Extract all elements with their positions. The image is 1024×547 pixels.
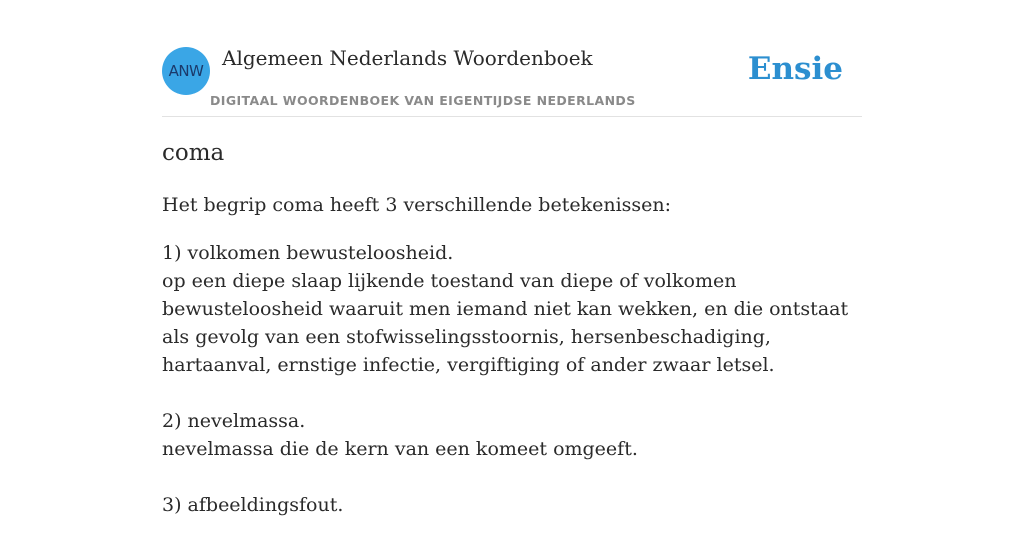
definition-item bbox=[162, 491, 852, 519]
definition-item bbox=[162, 239, 852, 379]
entry-word: coma bbox=[162, 140, 225, 166]
definition-heading: 2) nevelmassa. bbox=[162, 410, 306, 432]
definition-text: nevelmassa die de kern van een komeet omgeeft. bbox=[162, 438, 638, 460]
definition-list bbox=[162, 239, 852, 547]
definition-item bbox=[162, 407, 852, 463]
anw-logo[interactable]: ANW bbox=[162, 47, 210, 95]
site-subtitle: DIGITAAL WOORDENBOEK VAN EIGENTIJDSE NEDERLANDS bbox=[210, 93, 636, 108]
site-title[interactable]: Algemeen Nederlands Woordenboek bbox=[222, 46, 593, 70]
definition-heading: 3) afbeeldingsfout. bbox=[162, 494, 344, 516]
entry-intro: Het begrip coma heeft 3 verschillende betekenissen: bbox=[162, 194, 672, 216]
site-header bbox=[162, 46, 862, 117]
ensie-logo[interactable]: Ensie bbox=[747, 51, 843, 87]
definition-text: op een diepe slaap lijkende toestand van diepe of volkomen bewusteloosheid waaruit men iemand niet kan wekken, en die ontstaat als gevolg van een stofwisselingsstoornis, hersenbeschadiging, hartaanval, ernstige infectie, vergiftiging of ander zwaar letsel. bbox=[162, 270, 849, 376]
definition-heading: 1) volkomen bewusteloosheid. bbox=[162, 242, 454, 264]
